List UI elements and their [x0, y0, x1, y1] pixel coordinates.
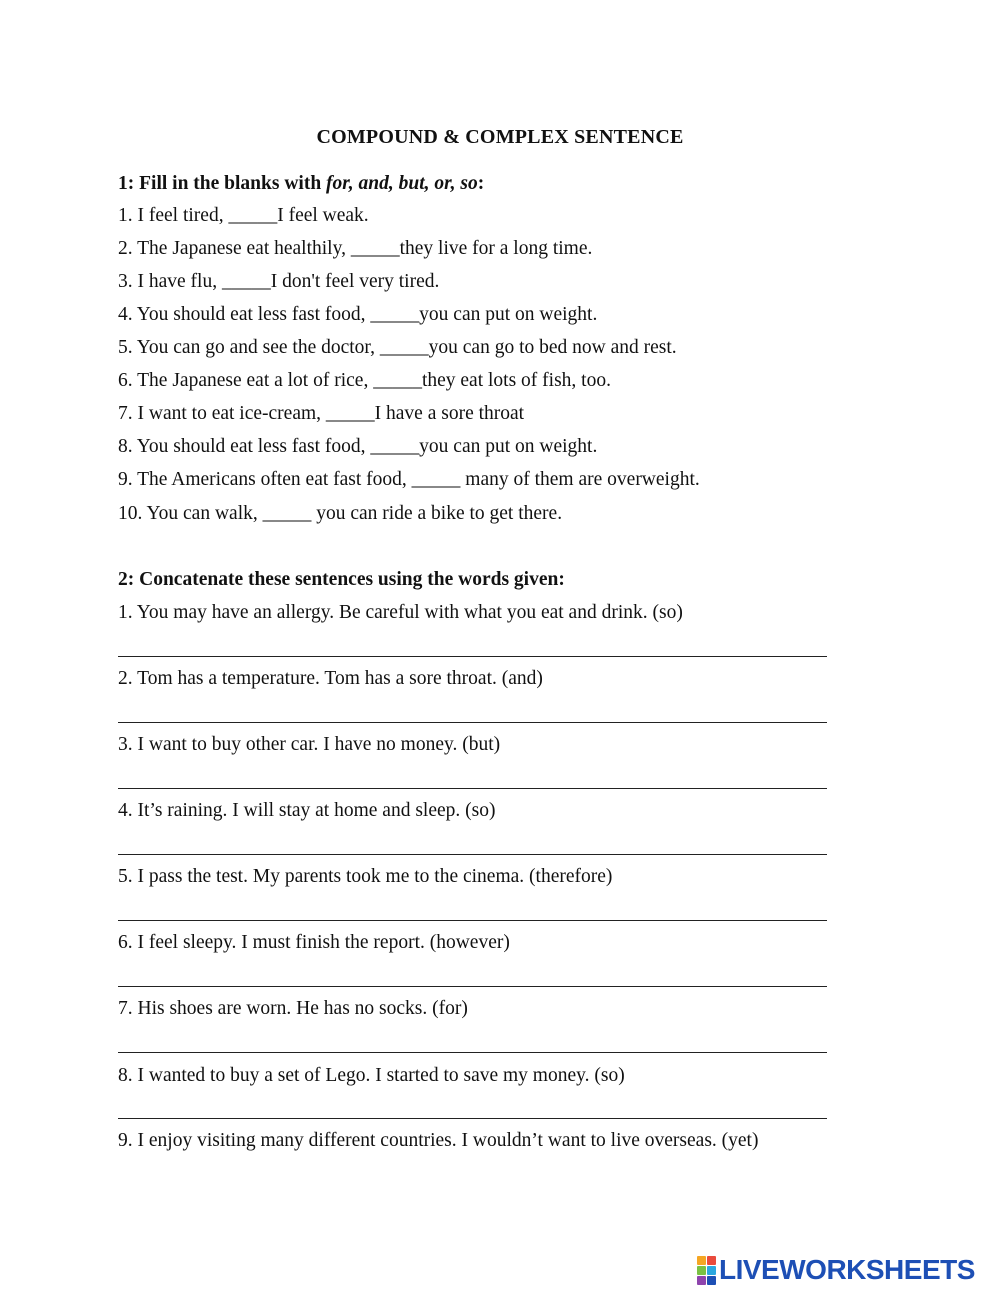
- blank-question-7: [118, 403, 524, 425]
- blank-field[interactable]: _____: [370, 304, 420, 325]
- blank-question-5: [118, 337, 677, 359]
- section1-heading-prefix: 1: Fill in the blanks with: [118, 173, 327, 194]
- blank-field[interactable]: _____: [411, 469, 461, 490]
- blank-field[interactable]: _____: [228, 205, 278, 226]
- section2-heading: 2: Concatenate these sentences using the words given:: [118, 569, 565, 590]
- answer-line-1[interactable]: [118, 656, 827, 657]
- question-text: they live for a long time.: [399, 238, 593, 259]
- question-text: 2. The Japanese eat healthily,: [118, 238, 351, 259]
- question-text: 4. You should eat less fast food,: [118, 304, 371, 325]
- question-text: 10. You can walk,: [118, 503, 263, 524]
- blank-field[interactable]: _____: [221, 271, 271, 292]
- combine-question-1: 1. You may have an allergy. Be careful with what you eat and drink. (so): [118, 602, 683, 623]
- logo-square: [697, 1266, 706, 1275]
- liveworksheets-logo[interactable]: [697, 1253, 975, 1287]
- logo-square: [697, 1276, 706, 1285]
- logo-square: [697, 1256, 706, 1265]
- combine-question-3: 3. I want to buy other car. I have no money. (but): [118, 734, 501, 755]
- answer-line-6[interactable]: [118, 986, 827, 987]
- question-text: 1. I feel tired,: [118, 205, 229, 226]
- question-text: 5. You can go and see the doctor,: [118, 337, 380, 358]
- section1-heading: [118, 173, 484, 195]
- question-text: they eat lots of fish, too.: [421, 370, 611, 391]
- question-text: many of them are overweight.: [460, 469, 700, 490]
- answer-line-4[interactable]: [118, 854, 827, 855]
- question-text: 3. I have flu,: [118, 271, 222, 292]
- combine-question-4: 4. It’s raining. I will stay at home and sleep. (so): [118, 800, 496, 821]
- blank-field[interactable]: _____: [379, 337, 429, 358]
- combine-question-7: 7. His shoes are worn. He has no socks. (for): [118, 998, 468, 1019]
- blank-question-2: [118, 238, 592, 260]
- blank-question-10: [118, 503, 562, 525]
- question-text: I don't feel very tired.: [270, 271, 440, 292]
- answer-line-3[interactable]: [118, 788, 827, 789]
- combine-question-9: 9. I enjoy visiting many different countries. I wouldn’t want to live overseas. (yet): [118, 1130, 759, 1151]
- question-text: 7. I want to eat ice-cream,: [118, 403, 326, 424]
- question-text: you can go to bed now and rest.: [428, 337, 677, 358]
- question-text: you can ride a bike to get there.: [311, 503, 563, 524]
- combine-question-2: 2. Tom has a temperature. Tom has a sore throat. (and): [118, 668, 543, 689]
- blank-question-9: [118, 469, 700, 491]
- question-text: I feel weak.: [277, 205, 369, 226]
- answer-line-2[interactable]: [118, 722, 827, 723]
- logo-square: [707, 1276, 716, 1285]
- blank-question-8: [118, 436, 597, 458]
- logo-squares-icon: [697, 1256, 716, 1285]
- logo-text: LIVEWORKSHEETS: [719, 1254, 975, 1285]
- blank-question-4: [118, 304, 597, 326]
- section1-heading-suffix: :: [477, 173, 485, 194]
- blank-field[interactable]: _____: [350, 238, 400, 259]
- combine-question-6: 6. I feel sleepy. I must finish the report. (however): [118, 932, 510, 953]
- question-text: 8. You should eat less fast food,: [118, 436, 371, 457]
- blank-question-6: [118, 370, 611, 392]
- answer-line-7[interactable]: [118, 1052, 827, 1053]
- question-text: you can put on weight.: [419, 436, 598, 457]
- blank-field[interactable]: _____: [262, 503, 312, 524]
- question-text: 6. The Japanese eat a lot of rice,: [118, 370, 374, 391]
- logo-square: [707, 1266, 716, 1275]
- combine-question-5: 5. I pass the test. My parents took me to the cinema. (therefore): [118, 866, 613, 887]
- question-text: 9. The Americans often eat fast food,: [118, 469, 412, 490]
- combine-question-8: 8. I wanted to buy a set of Lego. I started to save my money. (so): [118, 1065, 625, 1086]
- section1-heading-words: for, and, but, or, so: [326, 173, 478, 194]
- blank-field[interactable]: _____: [370, 436, 420, 457]
- blank-question-3: [118, 271, 439, 293]
- question-text: you can put on weight.: [419, 304, 598, 325]
- answer-line-8[interactable]: [118, 1118, 827, 1119]
- question-text: I have a sore throat: [374, 403, 525, 424]
- blank-field[interactable]: _____: [373, 370, 422, 391]
- logo-square: [707, 1256, 716, 1265]
- page-title: COMPOUND & COMPLEX SENTENCE: [316, 126, 684, 148]
- answer-line-5[interactable]: [118, 920, 827, 921]
- blank-field[interactable]: _____: [325, 403, 375, 424]
- blank-question-1: [118, 205, 369, 227]
